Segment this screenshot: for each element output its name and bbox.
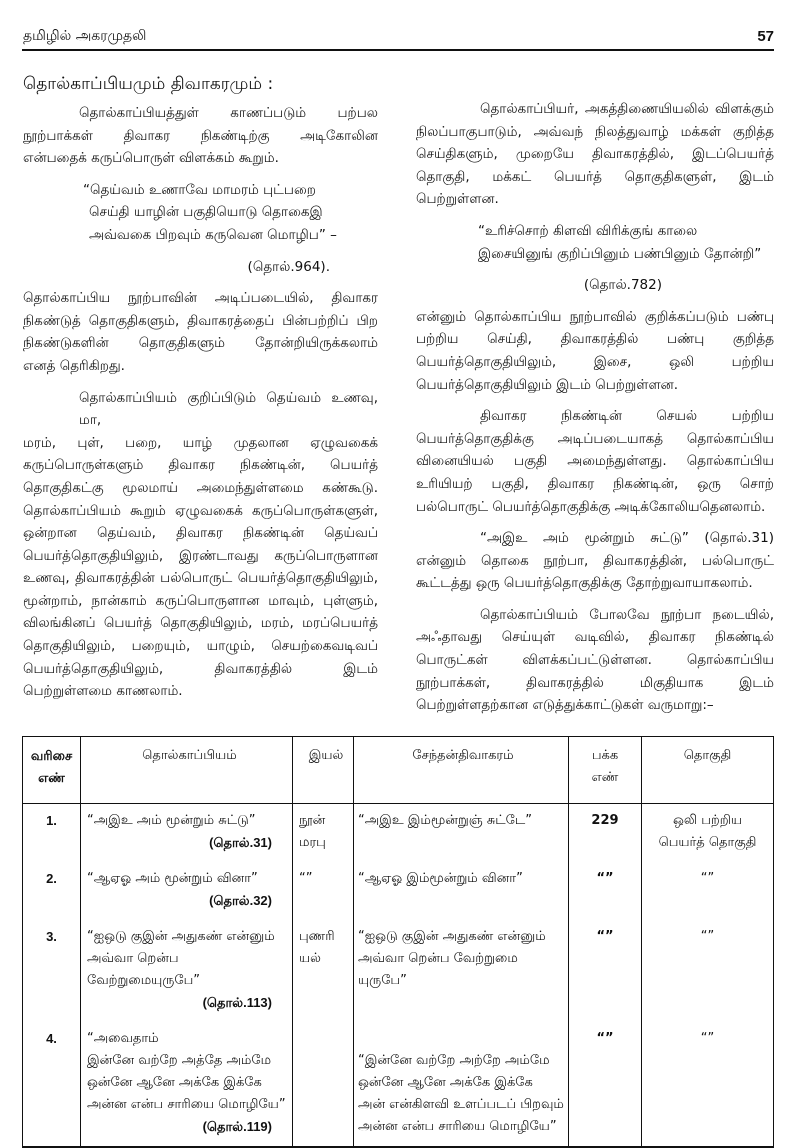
iyal-line: “”	[299, 870, 313, 886]
iyal-cell	[293, 803, 354, 862]
cite-block	[23, 256, 378, 279]
para-block	[23, 387, 378, 703]
verse-line: ஒன்னே ஆனே அக்கே இக்கே	[358, 1074, 533, 1090]
header-line: தொகுதி	[683, 747, 732, 763]
thoguthi-cell	[642, 920, 774, 1022]
page-cell	[569, 920, 642, 1022]
verse-line: “அஇஉ அம் மூன்றும் சுட்டு”	[87, 812, 256, 828]
text-line: தொகுதியிலும், பறையும், யாழும், செயற்கைவடிவப்	[23, 638, 378, 655]
tolkappiyam-cell	[81, 1022, 293, 1147]
iyal-cell	[293, 920, 354, 1022]
text-line: (தொல்.782)	[583, 277, 662, 294]
header-rule	[22, 49, 774, 51]
row-number-cell	[23, 920, 81, 1022]
column-header	[81, 736, 293, 803]
tolkappiyam-cell	[81, 803, 293, 862]
row-number: 4.	[46, 1030, 57, 1046]
para-block	[416, 306, 774, 396]
text-line: அவ்வகை பிறவும் கருவென மொழிப” –	[89, 226, 337, 243]
thoguthi-line: “”	[700, 1030, 715, 1046]
citation: (தொல்.31)	[209, 834, 272, 850]
quote-block	[23, 179, 378, 247]
page-number-value: “”	[596, 870, 614, 886]
text-line: பெயர்த்தொகுதியிலும், இசை, ஒலி பற்றிய	[416, 353, 774, 370]
divakaram-cell	[354, 1022, 569, 1147]
text-line: (தொல்.964).	[247, 258, 330, 275]
iyal-cell	[293, 1022, 354, 1147]
text-line: எனத் தெரிகிறது.	[23, 357, 125, 374]
table-row	[23, 803, 774, 862]
column-header	[642, 736, 774, 803]
text-line: தொகுதிகட்கு மூலமாய் அமைந்துள்ளமை கண்கூடு.	[23, 479, 378, 496]
thoguthi-line: ஒலி பற்றிய	[672, 812, 743, 828]
table-row	[23, 920, 774, 1022]
text-line: நிகண்டுத் தொகுதிகளும், திவாகரத்தைப் பின்பற்றிப் பிற	[23, 312, 378, 329]
verse-line: “அஇஉ இம்மூன்றுஞ் சுட்டே”	[358, 812, 532, 828]
divakaram-cell	[354, 920, 569, 1022]
para-block	[416, 98, 774, 211]
verse-line: ஒன்னே ஆனே அக்கே இக்கே	[87, 1074, 262, 1090]
right-column	[416, 70, 774, 726]
iyal-line: யல்	[299, 950, 321, 966]
header-line: இயல்	[308, 747, 344, 763]
verse-line: அன்ன என்ப சாரியை மொழியே”	[87, 1096, 286, 1112]
text-line: என்னும் தொகை நூற்பா, திவாகரத்தின், பல்பொருட்	[416, 552, 774, 569]
text-line: தொகுதி, மக்கட் பெயர்த் தொகுதிகளுள், இடம்	[416, 168, 774, 185]
para-block	[416, 604, 774, 717]
page-number-value: 229	[591, 812, 619, 828]
verse-line: அவ்வா றென்ப வேற்றுமை யுருபே”	[358, 950, 518, 988]
running-header-title: தமிழில் அகரமுதலி	[23, 28, 147, 44]
iyal-line: மரபு	[299, 834, 326, 850]
iyal-line: நூன்	[299, 812, 326, 828]
text-line: கருப்பொருள்களும் திவாகர நிகண்டின், பெயர்த்	[23, 457, 378, 474]
text-line: மரம், புள், பறை, யாழ் முதலான ஏழுவகைக்	[23, 434, 378, 451]
text-line: இசையினுங் குறிப்பினும் பண்பினும் தோன்றி”	[478, 245, 762, 262]
divakaram-cell	[354, 862, 569, 920]
row-number-cell	[23, 1022, 81, 1147]
header-line: வரிசை	[30, 747, 73, 763]
text-line: அஃதாவது செய்யுள் வடிவில், திவாகர நிகண்டில்	[416, 629, 774, 646]
divakaram-cell	[354, 803, 569, 862]
verse-line: இன்னே வற்றே அத்தே அம்மே	[87, 1052, 272, 1068]
text-line: செய்தி யாழின் பகுதியொடு தொகைஇ	[89, 204, 323, 221]
text-line: நூற்பாக்கள் திவாகர நிகண்டிற்கு அடிகோலின	[23, 127, 378, 144]
thoguthi-cell	[642, 862, 774, 920]
table-row	[23, 862, 774, 920]
row-number: 1.	[46, 812, 57, 828]
text-line: மூன்றாம், நான்காம் கருப்பொருளான மாவும், புள்ளும்,	[23, 592, 378, 609]
text-line: தொல்காப்பியம் போலவே நூற்பா நடையில்,	[480, 606, 774, 623]
page-number: 57	[757, 28, 774, 45]
thoguthi-cell	[642, 1022, 774, 1147]
text-line: நிலப்பாகுபாடும், அவ்வந் நிலத்துவாழ் மக்கள் குறித்த	[416, 123, 774, 140]
header-line: பக்க	[591, 747, 619, 763]
text-line: செய்திகளும், முறையே திவாகரத்தில், இடப்பெயர்த்	[416, 146, 774, 163]
text-line: நிகண்டுகளின் தொகுதிகளும் தோன்றியிருக்கலாம்	[23, 335, 378, 352]
verse-line: “ஐஒடு குஇன் அதுகண் என்னும்	[358, 928, 546, 944]
page-cell	[569, 862, 642, 920]
text-line: உரியியற் பகுதி, திவாகர நிகண்டின், ஒரு சொற்	[416, 475, 774, 492]
text-line: திவாகர நிகண்டின் செயல் பற்றிய	[480, 408, 774, 425]
text-line: பெயர்த்தொகுதியிலும், இரண்டாவது கருப்பொருளான	[23, 547, 378, 564]
text-line: தொல்காப்பியம் கூறும் ஏழுவகைக் கருப்பொருள்களுள்,	[23, 502, 378, 519]
text-line: தொல்காப்பியம் குறிப்பிடும் தெய்வம் உணவு, மா,	[79, 389, 378, 429]
text-line: கூட்டத்து ஒரு பெயர்த்தொகுதிக்கு தோற்றுவாயாகலாம்.	[416, 575, 753, 592]
text-line: தொல்காப்பியர், அகத்திணையியலில் விளக்கும்	[480, 101, 774, 117]
text-line: விலங்கினப் பெயர்த் தொகுதியிலும், மரம், மரப்பெயர்த்	[23, 615, 378, 632]
column-header	[354, 736, 569, 803]
thoguthi-cell	[642, 803, 774, 862]
verse-line: அவ்வா றென்ப வேற்றுமையுருபே”	[87, 950, 200, 988]
verse-line: “ஆஏஓ இம்மூன்றும் வினா”	[358, 870, 523, 886]
text-line: ஒன்றான தெய்வம், திவாகர நிகண்டின் தெய்வப்	[23, 525, 378, 542]
header-line: சேந்தன்திவாகரம்	[412, 747, 514, 763]
text-line: பற்றிய செய்தி, திவாகரத்தில் பண்பு குறித்த	[416, 331, 774, 348]
table-body	[23, 803, 774, 1147]
text-line: உணவு, திவாகரத்தின் பல்பொருட் பெயர்த்தொகுதியிலும்,	[23, 570, 378, 587]
text-line: பெயர்த்தொகுதியிலும் இடம் பெற்றுள்ளன.	[416, 376, 679, 393]
text-line: பெயர்த்தொகுதிக்கு அடிப்படையாகத் தொல்காப்பிய	[416, 430, 774, 447]
text-line: “உரிச்சொற் கிளவி விரிக்குங் காலை	[478, 222, 698, 239]
text-line: பெற்றுள்ளதற்கான எடுத்துக்காட்டுகள் வருமாறு:–	[416, 697, 714, 714]
thoguthi-line: பெயர்த் தொகுதி	[658, 834, 757, 850]
verse-line: அன்ன என்ப சாரியை மொழியே”	[358, 1118, 557, 1134]
text-line: என்னும் தொல்காப்பிய நூற்பாவில் குறிக்கப்படும் பண்பு	[416, 308, 774, 325]
row-number-cell	[23, 862, 81, 920]
text-line: நூற்பாக்கள், திவாகரத்தில் மிகுதியாக இடம்	[416, 674, 774, 691]
text-line: தொல்காப்பிய நூற்பாவின் அடிப்படையில், திவாகர	[23, 290, 378, 307]
section-heading: தொல்காப்பியமும் திவாகரமும் :	[23, 74, 274, 94]
iyal-cell	[293, 862, 354, 920]
text-columns	[22, 70, 774, 726]
column-header	[569, 736, 642, 803]
verse-line: “அவைதாம்	[87, 1030, 159, 1046]
header-line: தொல்காப்பியம்	[142, 747, 237, 763]
page-number-value: “”	[596, 1030, 614, 1046]
text-line: பல்பொருட் பெயர்த்தொகுதிக்கு அடிக்கோலியதெனலாம்.	[416, 498, 766, 515]
page-cell	[569, 1022, 642, 1147]
text-line: பெயர்த்தொகுதியிலும், திவாகரத்தில் இடம்	[23, 660, 378, 677]
para-block	[23, 287, 378, 377]
para-block	[416, 527, 774, 595]
text-line: “அஇஉ அம் மூன்றும் சுட்டு” (தொல்.31)	[480, 530, 774, 547]
text-line: என்பதைக் கருப்பொருள் விளக்கம் கூறும்.	[23, 150, 279, 167]
iyal-line: புணரி	[299, 928, 335, 944]
verse-line: “ஐஒடு குஇன் அதுகண் என்னும்	[87, 928, 275, 944]
text-line: பெற்றுள்ளமை காணலாம்.	[23, 683, 183, 700]
left-column	[22, 70, 378, 712]
para-block	[416, 405, 774, 518]
row-number: 2.	[46, 870, 57, 886]
page-number-value: “”	[596, 928, 614, 944]
text-line: தொல்காப்பியத்துள் காணப்படும் பற்பல	[79, 105, 378, 121]
comparison-table	[22, 736, 774, 1148]
para-block	[23, 102, 378, 170]
citation: (தொல்.113)	[202, 994, 272, 1010]
text-line: பெற்றுள்ளன.	[416, 191, 499, 208]
text-line: “தெய்வம் உணாவே மாமரம் புட்பறை	[83, 181, 316, 198]
column-header	[293, 736, 354, 803]
tolkappiyam-cell	[81, 920, 293, 1022]
page-cell	[569, 803, 642, 862]
header-line: எண்	[38, 769, 65, 785]
row-number-cell	[23, 803, 81, 862]
table-row	[23, 1022, 774, 1147]
tolkappiyam-cell	[81, 862, 293, 920]
verse-line: அன் என்கிளவி உளப்படப் பிறவும்	[358, 1096, 564, 1112]
table-header-row	[23, 736, 774, 803]
quote-block	[416, 220, 774, 265]
row-number: 3.	[46, 928, 57, 944]
citation: (தொல்.119)	[202, 1118, 272, 1134]
cite-block	[416, 274, 774, 297]
verse-line: “ஆஏஓ அம் மூன்றும் வினா”	[87, 870, 258, 886]
column-header	[23, 736, 81, 803]
verse-line: “இன்னே வற்றே அற்றே அம்மே	[358, 1052, 550, 1068]
thoguthi-line: “”	[700, 928, 715, 944]
text-line: பொருட்கள் விளக்கப்பட்டுள்ளன. தொல்காப்பிய	[416, 652, 774, 669]
thoguthi-line: “”	[700, 870, 715, 886]
citation: (தொல்.32)	[209, 892, 272, 908]
header-line: எண்	[591, 769, 619, 785]
text-line: வினையியல் பகுதி அமைந்துள்ளது. தொல்காப்பிய	[416, 453, 774, 470]
